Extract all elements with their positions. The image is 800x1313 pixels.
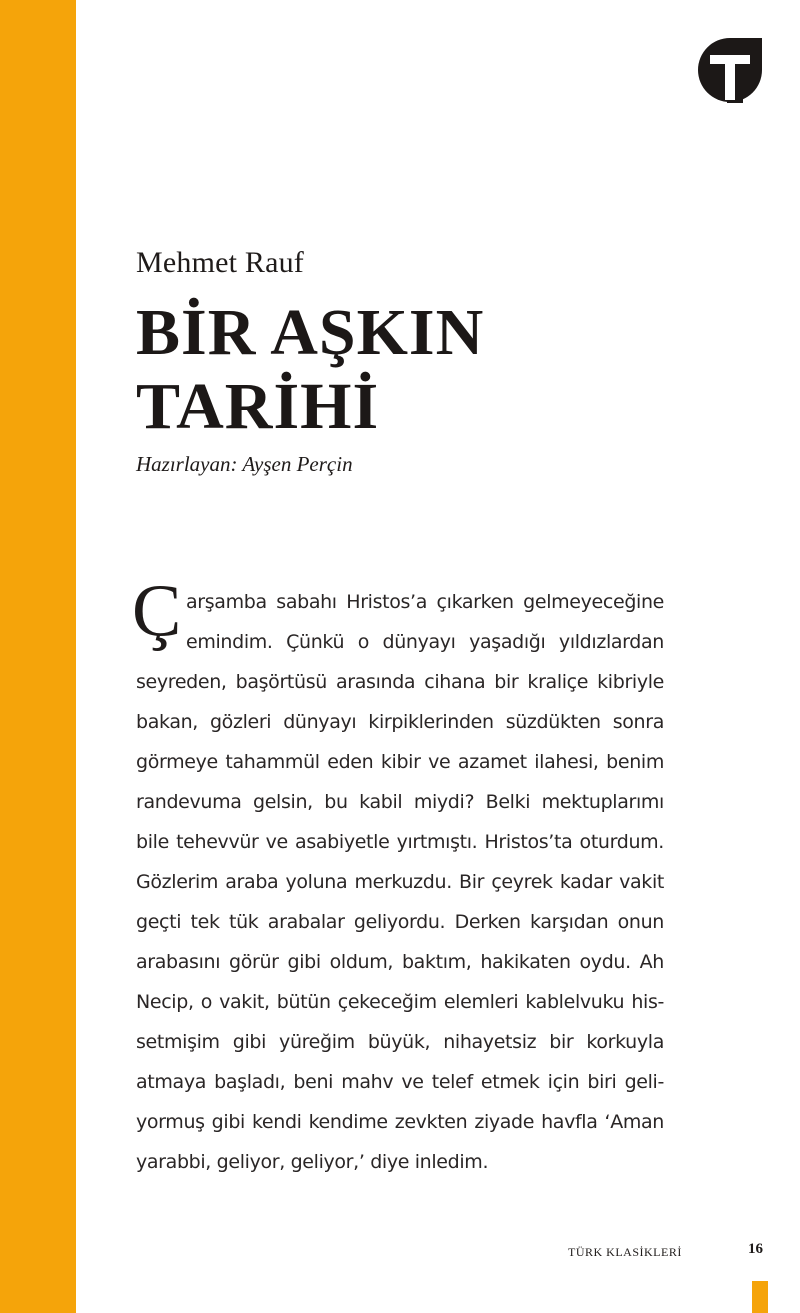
excerpt-line: atmaya başladı, beni mahv ve telef etmek için biri geli-	[136, 1071, 664, 1093]
editor-credit: Hazırlayan: Ayşen Perçin	[136, 452, 353, 476]
excerpt-line: seyreden, başörtüsü arasında cihana bir kraliçe kibriyle	[136, 671, 664, 693]
series-name: TÜRK KLASİKLERİ	[568, 1245, 682, 1259]
author-name: Mehmet Rauf	[136, 246, 304, 279]
page-number: 16	[748, 1241, 763, 1257]
excerpt-line: Necip, o vakit, bütün çekeceğim elemleri kablelvuku his-	[136, 991, 664, 1013]
excerpt-line: arşamba sabahı Hristos’a çıkarken gelmeyeceğine	[186, 591, 664, 613]
book-title-line-1: BİR AŞKIN	[136, 296, 485, 369]
drop-cap: Ç	[132, 570, 182, 652]
excerpt-line: randevuma gelsin, bu kabil miydi? Belki mektuplarımı	[136, 791, 664, 813]
excerpt-paragraph	[136, 582, 664, 1182]
book-title	[136, 296, 484, 444]
excerpt-line: görmeye tahammül eden kibir ve azamet ilahesi, benim	[136, 751, 664, 773]
book-title-line-2: TARİHİ	[136, 370, 380, 443]
excerpt-line: Gözlerim araba yoluna merkuzdu. Bir çeyrek kadar vakit	[136, 871, 664, 893]
accent-side-bar	[0, 0, 76, 1313]
excerpt-line: bakan, gözleri dünyayı kirpiklerinden süzdükten sonra	[136, 711, 664, 733]
excerpt-line: emindim. Çünkü o dünyayı yaşadığı yıldızlardan	[186, 631, 664, 653]
excerpt-line: bile tehevvür ve asabiyetle yırtmıştı. Hristos’ta oturdum.	[136, 831, 664, 853]
accent-corner-tab	[752, 1281, 768, 1313]
publisher-t-logo-icon	[697, 37, 763, 103]
excerpt-line: setmişim gibi yüreğim büyük, nihayetsiz bir korkuyla	[136, 1031, 664, 1053]
excerpt-line: yarabbi, geliyor, geliyor,’ diye inledim.	[136, 1151, 489, 1173]
excerpt-line: arabasını görür gibi oldum, baktım, hakikaten oydu. Ah	[136, 951, 664, 973]
excerpt-line: geçti tek tük arabalar geliyordu. Derken karşıdan onun	[136, 911, 664, 933]
excerpt-line: yormuş gibi kendi kendime zevkten ziyade havfla ‘Aman	[136, 1111, 664, 1133]
